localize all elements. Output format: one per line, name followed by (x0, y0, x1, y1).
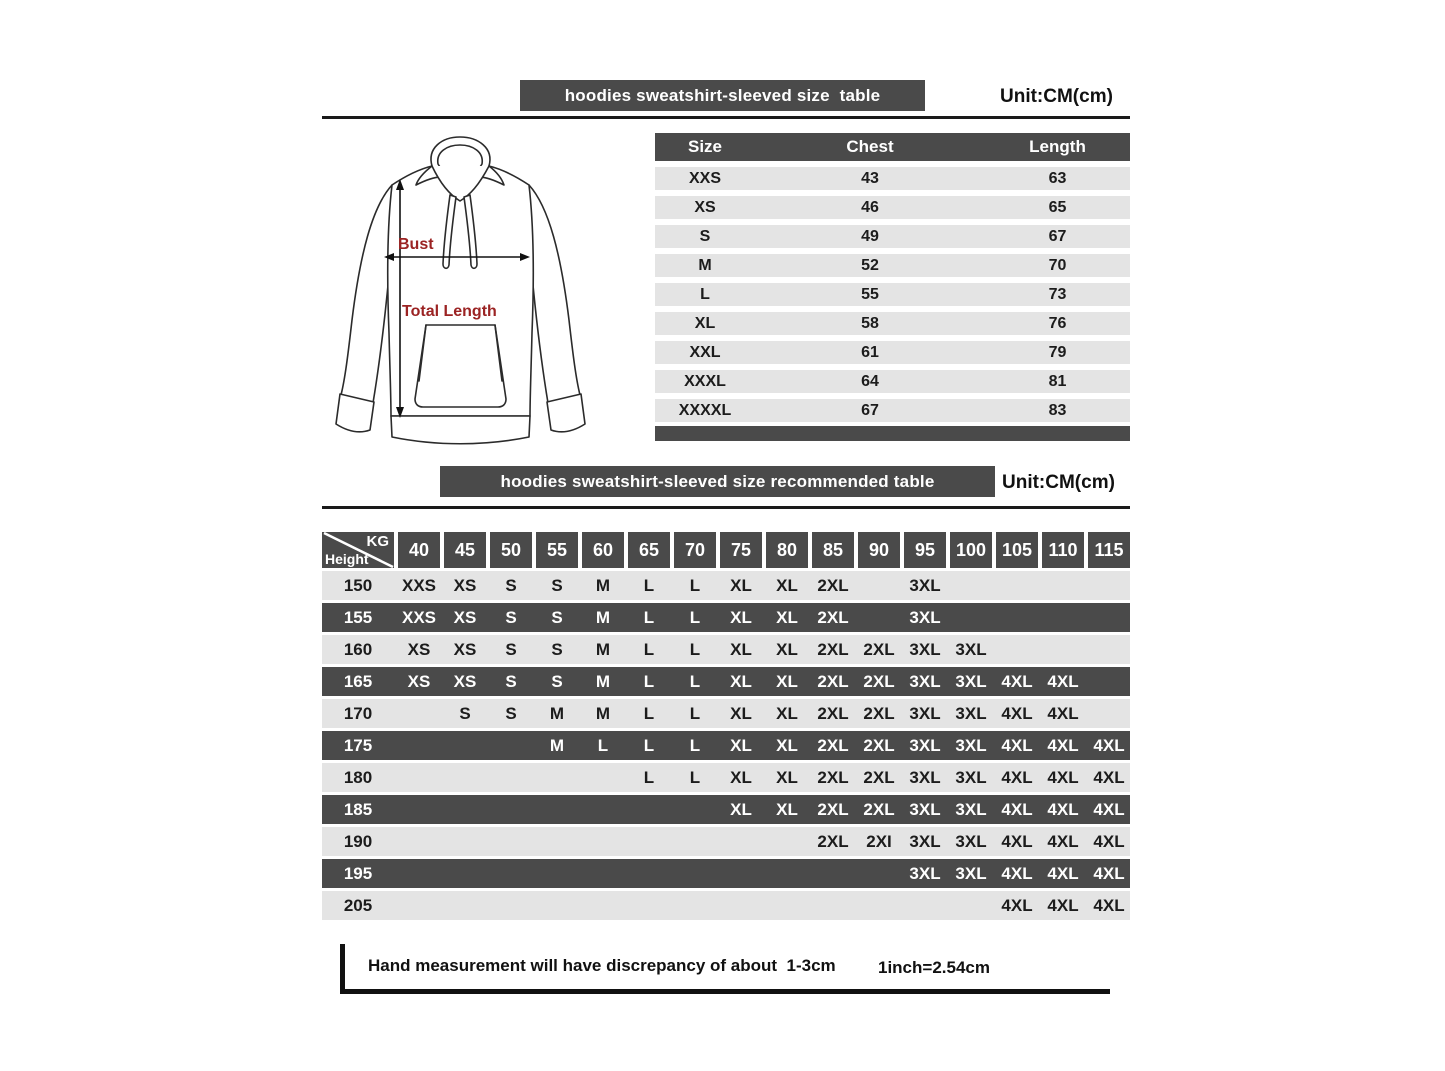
recommended-size-cell: 2XL (863, 639, 895, 659)
recommended-size-cell: L (643, 767, 655, 787)
recommended-table-row (322, 571, 1130, 600)
size-cell: M (698, 256, 712, 274)
recommended-size-cell: L (597, 735, 609, 755)
recommended-size-cell: XS (453, 671, 477, 691)
recommended-size-cell: 3XL (955, 703, 987, 723)
hoodie-left-sleeve (341, 185, 392, 403)
recommended-size-cell: 4XL (1047, 735, 1079, 755)
recommended-table-row (322, 731, 1130, 760)
recommended-table-row (322, 763, 1130, 792)
size-table-row (655, 254, 1130, 277)
recommended-table-header (322, 532, 1130, 568)
recommended-size-cell: 3XL (955, 671, 987, 691)
recommended-size-cell: 4XL (1001, 799, 1033, 819)
size-table-row (655, 399, 1130, 422)
size-cell: XXL (689, 343, 721, 361)
size-table-body (655, 167, 1130, 422)
recommended-size-cell: 2XL (863, 735, 895, 755)
weight-header-cell: 100 (950, 532, 992, 568)
recommended-size-cell: S (459, 703, 471, 723)
recommended-size-cell: S (551, 671, 563, 691)
recommended-size-cell: 4XL (1047, 703, 1079, 723)
recommended-size-cell: 4XL (1093, 767, 1125, 787)
size-cell: XXS (688, 169, 721, 187)
weight-header-cell: 55 (536, 532, 578, 568)
recommended-size-cell: 4XL (1047, 863, 1079, 883)
size-table-bottom-bar (655, 426, 1130, 441)
recommended-size-cell: 4XL (1001, 671, 1033, 691)
kg-height-corner-cell (322, 532, 394, 568)
recommended-size-cell: L (643, 671, 655, 691)
recommended-size-cell: XL (776, 639, 798, 659)
size-table-row (655, 370, 1130, 393)
height-row-label: 205 (343, 895, 373, 915)
recommended-size-cell: 3XL (955, 767, 987, 787)
recommended-size-cell: 4XL (1093, 735, 1125, 755)
recommended-table-row (322, 795, 1130, 824)
weight-header-cell: 50 (490, 532, 532, 568)
recommended-size-cell: 3XL (909, 799, 941, 819)
recommended-size-cell: 3XL (955, 831, 987, 851)
recommended-size-cell: XL (776, 703, 798, 723)
chest-cell: 61 (861, 343, 879, 361)
divider-line-bottom (322, 506, 1130, 509)
recommended-size-cell: M (595, 703, 611, 723)
size-table-row (655, 196, 1130, 219)
recommended-size-cell: 4XL (1001, 863, 1033, 883)
recommended-size-cell: 2XI (866, 831, 892, 851)
recommended-size-cell: XL (730, 607, 752, 627)
recommended-size-cell: M (549, 703, 565, 723)
recommended-size-cell: S (505, 639, 517, 659)
recommended-size-cell: 2XL (817, 639, 849, 659)
recommended-size-cell: 2XL (817, 671, 849, 691)
recommended-size-cell: M (595, 575, 611, 595)
length-column-header: Length (1029, 137, 1086, 156)
recommended-size-cell: 3XL (909, 639, 941, 659)
recommended-size-cell: XXS (401, 575, 437, 595)
height-row-label: 185 (343, 799, 373, 819)
weight-header-cell: 110 (1042, 532, 1084, 568)
recommended-table-row (322, 603, 1130, 632)
recommended-size-cell: L (643, 735, 655, 755)
weight-header-cell: 95 (904, 532, 946, 568)
recommended-size-cell: 2XL (817, 831, 849, 851)
recommended-size-cell: L (643, 607, 655, 627)
recommended-size-cell: 2XL (817, 767, 849, 787)
kg-label: KG (366, 533, 389, 550)
chest-cell: 52 (861, 256, 879, 274)
length-cell: 83 (1048, 401, 1067, 419)
size-table-row (655, 167, 1130, 190)
weight-header-cell: 65 (628, 532, 670, 568)
recommended-size-cell: S (505, 575, 517, 595)
recommended-size-cell: 4XL (1047, 831, 1079, 851)
weight-header-cell: 70 (674, 532, 716, 568)
recommended-table-row (322, 635, 1130, 664)
recommended-size-cell: 2XL (817, 607, 849, 627)
height-row-label: 155 (343, 607, 373, 627)
recommended-size-cell: XS (407, 671, 431, 691)
recommended-size-cell: L (689, 767, 701, 787)
recommended-size-cell: 3XL (909, 863, 941, 883)
recommended-size-cell: 4XL (1093, 895, 1125, 915)
recommended-size-cell: L (689, 703, 701, 723)
size-column-header: Size (687, 137, 723, 156)
recommended-size-cell: 3XL (909, 575, 941, 595)
recommended-table-row (322, 859, 1130, 888)
height-row-label: 190 (343, 831, 373, 851)
size-table-row (655, 312, 1130, 335)
recommended-table-row (322, 699, 1130, 728)
weight-header-cell: 60 (582, 532, 624, 568)
height-row-label: 195 (343, 863, 373, 883)
recommended-size-cell: XL (730, 767, 752, 787)
recommended-size-cell: L (643, 575, 655, 595)
recommended-size-cell: XL (776, 799, 798, 819)
recommended-size-cell: 4XL (1093, 863, 1125, 883)
recommended-size-cell: XS (453, 639, 477, 659)
recommended-size-cell: 4XL (1047, 799, 1079, 819)
weight-header-cell: 45 (444, 532, 486, 568)
recommended-size-cell: 3XL (955, 863, 987, 883)
recommended-size-cell: S (551, 575, 563, 595)
chest-cell: 55 (861, 285, 879, 303)
recommended-size-cell: S (505, 671, 517, 691)
recommended-size-cell: XL (776, 735, 798, 755)
size-cell: L (700, 285, 710, 303)
recommended-size-cell: S (505, 703, 517, 723)
inch-conversion-note: 1inch=2.54cm (878, 958, 990, 977)
recommended-size-cell: XL (730, 703, 752, 723)
recommended-size-cell: 2XL (863, 703, 895, 723)
recommended-size-cell: 3XL (909, 703, 941, 723)
recommended-size-cell: 4XL (1001, 735, 1033, 755)
length-cell: 76 (1048, 314, 1067, 332)
chest-cell: 64 (861, 372, 879, 390)
recommended-size-cell: XS (453, 575, 477, 595)
bust-label: Bust (398, 236, 434, 253)
recommended-size-cell: 4XL (1093, 799, 1125, 819)
size-cell: XL (694, 314, 716, 332)
divider-line-top (322, 116, 1130, 119)
recommended-size-cell: XS (407, 639, 431, 659)
size-table-row (655, 283, 1130, 306)
recommended-size-cell: L (643, 639, 655, 659)
recommended-size-cell: L (643, 703, 655, 723)
recommended-size-cell: XL (730, 639, 752, 659)
size-table-title-bar (520, 80, 925, 111)
total-length-label: Total Length (402, 303, 497, 320)
length-cell: 79 (1048, 343, 1067, 361)
weight-header-cell: 105 (996, 532, 1038, 568)
recommended-size-cell: XL (776, 607, 798, 627)
recommended-size-cell: S (505, 607, 517, 627)
footer-bottom-bar (340, 989, 1110, 994)
recommended-size-cell: 4XL (1001, 703, 1033, 723)
recommended-size-cell: 2XL (817, 799, 849, 819)
recommended-size-cell: 3XL (955, 735, 987, 755)
recommended-size-cell: L (689, 671, 701, 691)
recommended-table-row (322, 891, 1130, 920)
recommended-size-cell: XL (776, 671, 798, 691)
height-row-label: 170 (343, 703, 373, 723)
footer-left-bar (340, 944, 345, 994)
recommended-size-cell: 2XL (817, 703, 849, 723)
recommended-table-title: hoodies sweatshirt-sleeved size recommended table (500, 471, 935, 491)
length-cell: 70 (1048, 256, 1067, 274)
weight-header-cell: 115 (1088, 532, 1130, 568)
recommended-size-cell: XL (776, 767, 798, 787)
recommended-size-cell: XL (730, 575, 752, 595)
recommended-size-cell: 3XL (955, 639, 987, 659)
size-table (655, 133, 1130, 441)
size-cell: S (699, 227, 711, 245)
size-cell: XS (694, 198, 716, 216)
length-cell: 63 (1048, 169, 1067, 187)
hoodie-right-sleeve (529, 185, 580, 403)
recommended-size-cell: XS (453, 607, 477, 627)
size-table-row (655, 341, 1130, 364)
recommended-size-table (322, 532, 1130, 923)
recommended-size-cell: M (595, 607, 611, 627)
recommended-size-cell: L (689, 607, 701, 627)
recommended-size-cell: 3XL (955, 799, 987, 819)
recommended-size-cell: XL (730, 735, 752, 755)
recommended-size-cell: 3XL (909, 767, 941, 787)
recommended-table-row (322, 827, 1130, 856)
length-cell: 73 (1048, 285, 1067, 303)
recommended-size-cell: 2XL (863, 671, 895, 691)
length-cell: 81 (1048, 372, 1067, 390)
recommended-size-cell: 4XL (1001, 895, 1033, 915)
chest-cell: 43 (861, 169, 879, 187)
recommended-size-cell: 4XL (1047, 671, 1079, 691)
recommended-size-cell: 3XL (909, 735, 941, 755)
recommended-size-cell: 3XL (909, 671, 941, 691)
size-table-title: hoodies sweatshirt-sleeved size table (564, 85, 881, 105)
recommended-size-cell: 2XL (817, 735, 849, 755)
recommended-size-cell: 4XL (1093, 831, 1125, 851)
recommended-size-cell: 3XL (909, 831, 941, 851)
measurement-discrepancy-note: Hand measurement will have discrepancy of about 1-3cm (368, 956, 836, 975)
hoodie-diagram (328, 133, 593, 458)
recommended-size-cell: XXS (401, 607, 437, 627)
weight-header-cell: 85 (812, 532, 854, 568)
recommended-size-cell: 2XL (817, 575, 849, 595)
height-row-label: 180 (343, 767, 373, 787)
recommended-size-cell: S (551, 639, 563, 659)
height-row-label: 150 (343, 575, 373, 595)
unit-label-top: Unit:CM(cm) (1000, 86, 1113, 107)
recommended-size-cell: L (689, 735, 701, 755)
unit-label-bottom: Unit:CM(cm) (1002, 472, 1115, 493)
recommended-size-cell: XL (730, 671, 752, 691)
length-cell: 65 (1048, 198, 1067, 216)
size-table-header (655, 133, 1130, 161)
recommended-size-cell: S (551, 607, 563, 627)
recommended-size-cell: L (689, 639, 701, 659)
weight-header-cell: 75 (720, 532, 762, 568)
chest-cell: 58 (861, 314, 879, 332)
weight-header-cell: 80 (766, 532, 808, 568)
height-label: Height (325, 551, 369, 567)
recommended-size-cell: M (595, 639, 611, 659)
recommended-size-cell: 3XL (909, 607, 941, 627)
recommended-size-cell: 4XL (1001, 831, 1033, 851)
weight-header-cell: 40 (398, 532, 440, 568)
recommended-size-cell: 4XL (1047, 895, 1079, 915)
recommended-size-cell: M (595, 671, 611, 691)
chest-cell: 49 (861, 227, 879, 245)
recommended-size-cell: L (689, 575, 701, 595)
recommended-size-cell: M (549, 735, 565, 755)
recommended-table-title-bar (440, 466, 995, 497)
recommended-size-cell: 2XL (863, 767, 895, 787)
recommended-size-cell: XL (730, 799, 752, 819)
hoodie-hem (391, 416, 530, 444)
height-row-label: 160 (343, 639, 373, 659)
hoodie-pocket (415, 325, 506, 407)
length-cell: 67 (1048, 227, 1067, 245)
recommended-size-cell: 4XL (1001, 767, 1033, 787)
size-cell: XXXL (684, 372, 726, 390)
recommended-size-cell: XL (776, 575, 798, 595)
weight-header-cell: 90 (858, 532, 900, 568)
recommended-table-row (322, 667, 1130, 696)
recommended-size-cell: 4XL (1047, 767, 1079, 787)
height-row-label: 175 (343, 735, 373, 755)
chest-cell: 67 (861, 401, 879, 419)
chest-column-header: Chest (846, 137, 894, 156)
size-table-row (655, 225, 1130, 248)
height-row-label: 165 (343, 671, 373, 691)
recommended-table-body (322, 571, 1130, 920)
chest-cell: 46 (861, 198, 879, 216)
size-cell: XXXXL (678, 401, 732, 419)
recommended-size-cell: 2XL (863, 799, 895, 819)
